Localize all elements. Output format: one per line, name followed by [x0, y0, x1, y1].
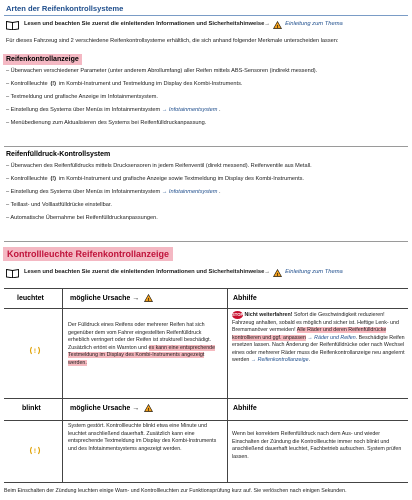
help-cell: STOP Nicht weiterfahren! Sofort die Geschwindigkeit reduzieren! Fahrzeug anhalten, sobald es möglich und sicher ist. Heftige Lenk- und Bremsmanöver vermeiden! Alle Räder und deren Reifenfülldrücke kontrollieren und ggf. anpassen → Räder und Reifen. Beschädigte Reifen ersetzen lassen. Nach Änderung der Reifenfülldrücke oder nach Wechsel eines oder mehrerer Räder muss die Reifenkontrollanzeige neu angelernt werden → Reifenkontrollanzeige.	[232, 312, 405, 364]
list-item: – Menübedienung zum Aktualisieren des Systems bei Reifenfülldruckanpassung.	[6, 120, 207, 126]
heading-warning-light: Kontrollleuchte Reifenkontrollanzeige	[3, 247, 173, 261]
link-intro-topic[interactable]: Einleitung zum Thema	[285, 269, 343, 276]
cause-cell: System gestört. Kontrollleuchte blinkt etwa eine Minute und leuchtet anschließend dauerhaft. Zusätzlich kann eine entsprechende Textmeldung im Display des Kombi-Instruments und des Infotainmentsystems angezeigt werden.	[68, 423, 217, 452]
list-item: – Kontrollleuchte (!) im Kombi-Instrument und Textmeldung im Display des Kombi-Instruments.	[6, 81, 243, 87]
svg-text:!: !	[33, 348, 37, 355]
tire-pressure-warning-icon	[29, 346, 41, 355]
safety-note-text: Lesen und beachten Sie zuerst die einleitenden Informationen und Sicherheitshinweise	[24, 21, 265, 28]
table-divider	[62, 288, 63, 482]
tire-pressure-warning-icon	[29, 446, 41, 455]
state-leuchtet: leuchtet	[17, 295, 44, 302]
list-item: – Überwachen verschiedener Parameter (unter anderem Abrollumfang) aller Reifen mittels ABS-Sensoren (indirekt messend).	[6, 68, 318, 74]
tire-pressure-icon: (!)	[50, 176, 57, 182]
tire-monitor-list	[6, 68, 406, 133]
link-wheels-tires[interactable]: → Räder und Reifen	[307, 334, 356, 341]
table-border	[4, 398, 408, 399]
help-cell: Wenn bei korrektem Reifenfülldruck nach dem Aus- und wieder Einschalten der Zündung die Kontrollleuchte immer noch blinkt und anschließend dauerhaft leuchtet, Fachbetrieb aufsuchen. System prüfen lassen.	[232, 431, 402, 460]
svg-text:!: !	[147, 408, 150, 413]
svg-text:!: !	[147, 298, 150, 303]
warning-triangle-icon	[273, 269, 282, 277]
safety-note: Lesen und beachten Sie zuerst die einleitenden Informationen und Sicherheitshinweise → ! Einleitung zum Thema	[6, 20, 343, 30]
help-highlight: Alle Räder und deren Reifenfülldrücke kontrollieren und ggf. anpassen	[232, 327, 387, 341]
help-header: Abhilfe	[233, 405, 257, 412]
table-border	[4, 288, 408, 289]
section-divider	[4, 241, 408, 242]
list-item: – Überwachen des Reifenfülldrucks mittels Drucksensoren in jedem Reifenventil (direkt messend). Reifenventile aus Metall.	[6, 163, 312, 169]
link-tire-monitor[interactable]: → Reifenkontrollanzeige	[250, 357, 309, 364]
cause-header: mögliche Ursache → !	[70, 404, 156, 413]
section-divider	[4, 146, 408, 147]
table-border	[4, 420, 408, 421]
intro-text: Für dieses Fahrzeug sind 2 verschiedene Reifenkontrollsysteme erhältlich, die sich anhand folgender Merkmale unterscheiden lassen:	[6, 38, 339, 44]
state-blinkt: blinkt	[22, 405, 41, 412]
safety-note: Lesen und beachten Sie zuerst die einleitenden Informationen und Sicherheitshinweise → ! Einleitung zum Thema	[6, 268, 343, 278]
page-title: Arten der Reifenkontrollsysteme	[6, 4, 124, 13]
list-item: – Kontrollleuchte (!) im Kombi-Instrument und grafische Anzeige sowie Textmeldung im Display des Kombi-Instruments.	[6, 176, 304, 182]
svg-text:!: !	[33, 448, 37, 455]
book-icon	[6, 20, 19, 30]
tire-pressure-icon: (!)	[50, 81, 57, 87]
title-divider	[4, 15, 408, 16]
list-item: – Automatische Übernahme bei Reifenfülldruckanpassungen.	[6, 215, 158, 221]
link-infotainment[interactable]: → Infotainmentsystem	[161, 189, 218, 195]
footer-text: Beim Einschalten der Zündung leuchten einige Warn- und Kontrollleuchten zur Funktionsprüfung kurz auf. Sie verlöschen nach einigen Sekunden.	[4, 488, 347, 494]
cause-header: mögliche Ursache → !	[70, 294, 156, 303]
heading-tpms: Reifenfülldruck-Kontrollsystem	[6, 151, 111, 158]
table-divider	[227, 288, 228, 482]
cause-cell: Der Fülldruck eines Reifens oder mehrerer Reifen hat sich gegenüber dem vom Fahrer eingestellten Reifenfülldruck erheblich verringert oder der Reifen ist strukturell beschädigt. Zusätzlich ertönt ein Warnton und es kann eine entsprechende Textmeldung im Display des Kombi-Instruments angezeigt werden.	[68, 322, 216, 366]
book-icon	[6, 268, 19, 278]
safety-note-text: Lesen und beachten Sie zuerst die einleitenden Informationen und Sicherheitshinweise	[24, 269, 265, 276]
link-infotainment[interactable]: → Infotainmentsystem	[161, 107, 218, 113]
stop-icon: STOP	[232, 312, 244, 317]
list-item: – Einstellung des Systems über Menüs im Infotainmentsystem → Infotainmentsystem .	[6, 189, 221, 195]
list-item: – Teillast- und Volllastfülldrücke einstellbar.	[6, 202, 112, 208]
table-border	[4, 482, 408, 483]
heading-tire-monitor: Reifenkontrollanzeige	[3, 54, 82, 65]
cause-highlight: es kann eine entsprechende Textmeldung im Display des Kombi-Instruments angezeigt werden.	[68, 344, 216, 366]
list-item: – Einstellung des Systems über Menüs im Infotainmentsystem → Infotainmentsystem .	[6, 107, 221, 113]
svg-text:!: !	[276, 272, 279, 277]
list-item: – Textmeldung und grafische Anzeige im Infotainmentsystem.	[6, 94, 158, 100]
warning-triangle-icon	[144, 294, 153, 302]
table-border	[4, 308, 408, 309]
help-header: Abhilfe	[233, 295, 257, 302]
warning-triangle-icon	[273, 21, 282, 29]
link-intro-topic[interactable]: Einleitung zum Thema	[285, 21, 343, 28]
svg-text:!: !	[276, 24, 279, 29]
warning-triangle-icon	[144, 404, 153, 412]
tpms-list	[6, 163, 406, 228]
